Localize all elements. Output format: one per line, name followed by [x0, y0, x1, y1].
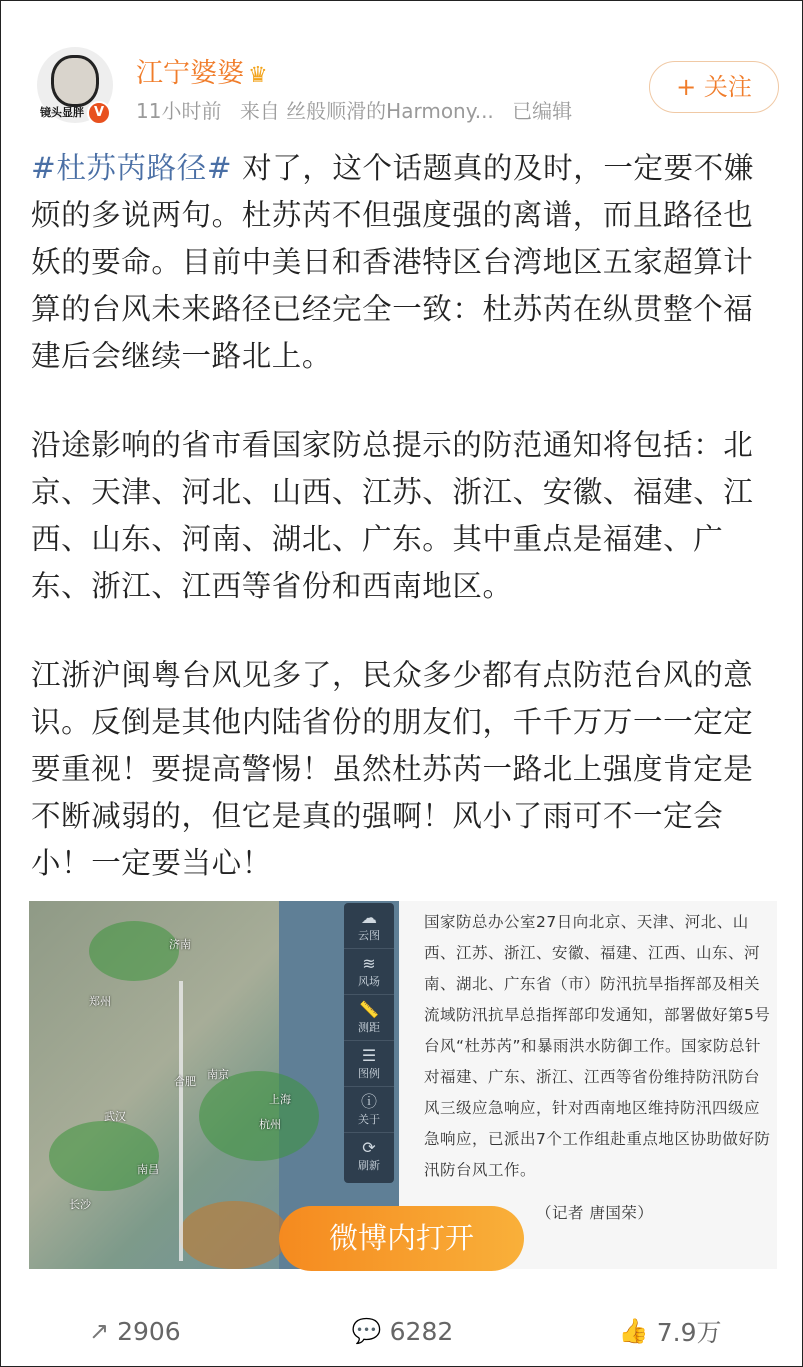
- avatar-caption: 镜头显胖: [40, 106, 84, 119]
- tool-label: 图例: [358, 1067, 380, 1080]
- edited-label: 已编辑: [512, 99, 573, 123]
- tool-label: 云图: [358, 929, 380, 942]
- map-label: 武汉: [104, 1110, 126, 1123]
- map-label: 南昌: [137, 1163, 159, 1176]
- tool-refresh: [344, 1133, 394, 1179]
- like-count: 7.9万: [656, 1318, 722, 1347]
- paragraph-2: 沿途影响的省市看国家防总提示的防范通知将包括：北京、天津、河北、山西、江苏、浙江、安徽、福建、江西、山东、河南、湖北、广东。其中重点是福建、广东、浙江、江西等省份和西南地区。: [31, 428, 754, 603]
- typhoon-track: [179, 981, 183, 1261]
- map-label: 南京: [207, 1068, 229, 1081]
- map-label: 杭州: [259, 1118, 281, 1131]
- tool-cloud: [344, 903, 394, 949]
- map-toolbar: [344, 903, 394, 1183]
- refresh-icon: ⟳: [362, 1138, 376, 1157]
- tool-label: 测距: [358, 1021, 380, 1034]
- cloud-icon: ☁: [361, 908, 377, 927]
- news-credit: （记者 唐国荣）: [536, 1204, 654, 1222]
- tool-label: 关于: [358, 1113, 380, 1126]
- post-content: [31, 145, 776, 929]
- map-label: 郑州: [89, 995, 111, 1008]
- crown-icon: ♛: [248, 63, 268, 88]
- news-body: 国家防总办公室27日向北京、天津、河北、山西、江苏、浙江、安徽、福建、江西、山东、河南、湖北、广东省（市）防汛抗旱指挥部及相关流域防汛抗旱总指挥部印发通知，部署做好第5号台风“杜苏芮”和暴雨洪水防御工作。国家防总针对福建、广东、浙江、江西等省份维持防汛防台风三级应急响应，针对西南地区维持防汛四级应急响应，已派出7个工作组赴重点地区协助做好防汛防台风工作。: [424, 913, 771, 1179]
- share-icon: ↗: [88, 1317, 110, 1345]
- map-label: 合肥: [174, 1075, 196, 1088]
- wind-icon: ≋: [362, 954, 376, 973]
- map-label: 济南: [169, 938, 191, 951]
- comment-count: 6282: [389, 1316, 454, 1346]
- author-name-text: 江宁婆婆: [136, 58, 244, 89]
- tool-legend: [344, 1041, 394, 1087]
- comment-icon: 💬: [351, 1317, 382, 1345]
- action-bar: [1, 1309, 803, 1353]
- share-count: 2906: [117, 1316, 181, 1346]
- post-meta: [136, 95, 584, 124]
- hashtag-link[interactable]: #杜苏芮路径#: [31, 151, 233, 185]
- open-in-weibo-button[interactable]: 微博内打开: [279, 1206, 524, 1271]
- like-button[interactable]: [536, 1309, 803, 1353]
- map-label: 上海: [269, 1093, 291, 1106]
- image-news-text: [424, 907, 774, 1229]
- verified-badge-icon: V: [87, 101, 111, 125]
- paragraph-3: 江浙沪闽粤台风见多了，民众多少都有点防范台风的意识。反倒是其他内陆省份的朋友们，千千万万一一定定要重视！要提高警惕！虽然杜苏芮一路北上强度肯定是不断减弱的，但它是真的强啊！风小了雨可不一定会小！一定要当心！: [31, 658, 754, 880]
- follow-button[interactable]: + 关注: [649, 61, 779, 113]
- post-time: 11小时前: [136, 99, 222, 123]
- author-name[interactable]: [136, 51, 268, 90]
- comment-button[interactable]: [269, 1309, 537, 1353]
- info-icon: ⓘ: [360, 1092, 377, 1111]
- tool-about: [344, 1087, 394, 1133]
- rain-cloud: [89, 921, 179, 981]
- post-source: 来自 丝般顺滑的Harmony...: [239, 99, 494, 123]
- paragraph-1: 对了，这个话题真的及时，一定要不嫌烦的多说两句。杜苏芮不但强度强的离谱，而且路径也妖的要命。目前中美日和香港特区台湾地区五家超算计算的台风未来路径已经完全一致：杜苏芮在纵贯整个福建后会继续一路北上。: [31, 151, 754, 373]
- thumbs-up-icon: 👍: [618, 1317, 649, 1345]
- map-label: 长沙: [69, 1198, 91, 1211]
- ruler-icon: 📏: [359, 1000, 379, 1019]
- list-icon: ☰: [361, 1046, 377, 1065]
- share-button[interactable]: [1, 1309, 269, 1353]
- rain-cloud: [179, 1201, 289, 1269]
- tool-label: 风场: [358, 975, 380, 988]
- rain-cloud: [49, 1121, 159, 1191]
- tool-measure: [344, 995, 394, 1041]
- avatar-face: [51, 55, 99, 107]
- tool-label: 刷新: [358, 1159, 380, 1172]
- tool-wind: [344, 949, 394, 995]
